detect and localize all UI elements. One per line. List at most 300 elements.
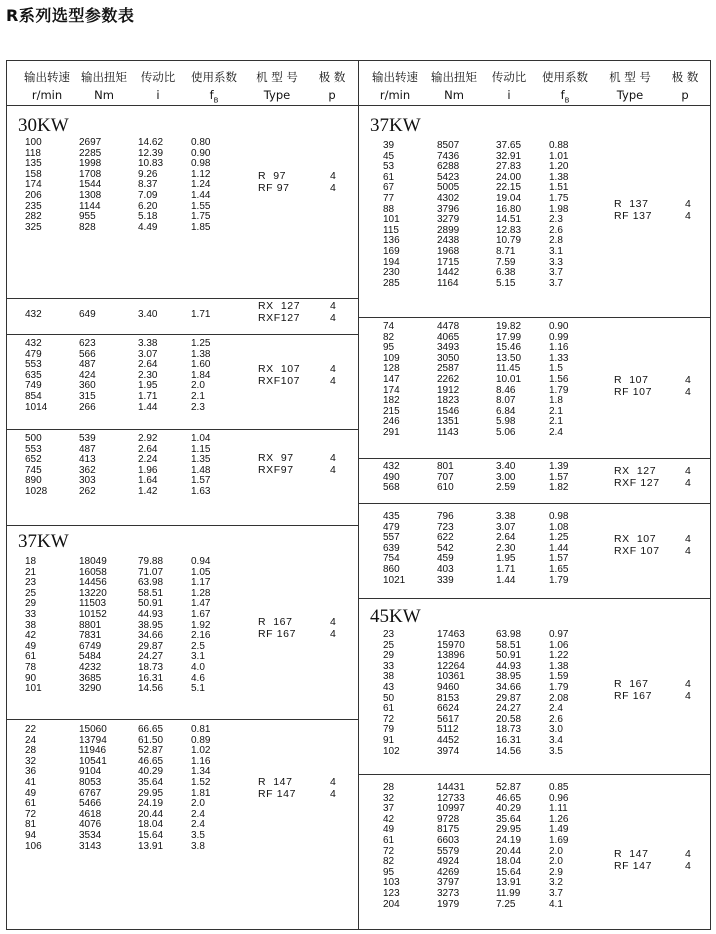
table-row — [383, 141, 589, 152]
right-group-0 — [359, 105, 710, 318]
ratio-cell: 2.64 — [138, 359, 158, 371]
table-row — [383, 512, 589, 523]
factor-cell: 1.28 — [191, 587, 211, 599]
factor-cell: 0.99 — [549, 331, 569, 343]
ratio-cell: 18.73 — [496, 724, 522, 736]
factor-cell: 4.6 — [191, 672, 205, 684]
torque-cell: 8507 — [437, 140, 460, 151]
speed-cell: 169 — [383, 245, 400, 257]
data-rows — [383, 512, 589, 586]
ratio-cell: 12.39 — [138, 147, 164, 159]
ratio-cell: 14.62 — [138, 137, 164, 148]
torque-cell: 11503 — [79, 598, 107, 610]
speed-cell: 1028 — [25, 485, 48, 497]
ratio-cell: 37.65 — [496, 140, 522, 151]
torque-cell: 4302 — [437, 192, 460, 204]
left-group-1 — [7, 298, 358, 335]
speed-cell: 32 — [25, 755, 37, 767]
ratio-cell: 11.99 — [496, 887, 521, 899]
ratio-cell: 50.91 — [496, 650, 522, 662]
speed-cell: 135 — [25, 158, 42, 170]
factor-cell: 3.1 — [549, 245, 563, 257]
factor-cell: 1.52 — [191, 776, 211, 788]
model-type-label: R 107 — [614, 374, 649, 386]
torque-cell: 413 — [79, 454, 96, 466]
torque-cell: 487 — [79, 443, 96, 455]
torque-cell: 623 — [79, 338, 96, 349]
speed-cell: 74 — [383, 321, 395, 332]
factor-cell: 1.8 — [549, 395, 563, 407]
pole-value: 4 — [330, 627, 336, 640]
factor-cell: 2.1 — [191, 390, 205, 402]
torque-cell: 360 — [79, 380, 96, 392]
torque-cell: 315 — [79, 390, 96, 402]
torque-cell: 8175 — [437, 824, 460, 836]
speed-cell: 72 — [383, 713, 395, 725]
pole-count — [330, 301, 336, 324]
table-row — [383, 428, 589, 439]
model-type — [258, 171, 290, 194]
speed-cell: 37 — [383, 803, 395, 815]
torque-cell: 3279 — [437, 214, 460, 226]
table-row — [383, 783, 589, 794]
model-type — [614, 849, 652, 872]
torque-cell: 2899 — [437, 224, 460, 236]
factor-cell: 1.5 — [549, 363, 563, 375]
factor-cell: 2.0 — [549, 856, 563, 868]
torque-cell: 6288 — [437, 161, 460, 173]
factor-cell: 1.67 — [191, 608, 211, 620]
torque-cell: 3273 — [437, 887, 460, 899]
right-group-4 — [359, 598, 710, 775]
header-torque-unit: Nm — [94, 88, 114, 102]
ratio-cell: 11.45 — [496, 363, 521, 375]
factor-cell: 1.38 — [549, 660, 569, 672]
right-table — [358, 60, 711, 930]
ratio-cell: 9.26 — [138, 168, 158, 180]
torque-cell: 16058 — [79, 566, 107, 578]
header-poles-unit: p — [681, 88, 689, 102]
speed-cell: 95 — [383, 866, 395, 878]
torque-cell: 12733 — [437, 792, 465, 804]
speed-cell: 21 — [25, 566, 37, 578]
torque-cell: 707 — [437, 471, 454, 483]
factor-cell: 4.0 — [191, 661, 205, 673]
pole-count — [685, 375, 691, 398]
ratio-cell: 63.98 — [496, 629, 522, 640]
factor-cell: 3.4 — [549, 734, 563, 746]
pole-count — [685, 534, 691, 557]
speed-cell: 500 — [25, 433, 42, 444]
speed-cell: 158 — [25, 168, 42, 180]
data-rows — [25, 557, 231, 695]
factor-cell: 1.35 — [191, 454, 211, 466]
speed-cell: 25 — [25, 587, 37, 599]
factor-cell: 2.3 — [191, 401, 205, 413]
torque-cell: 14431 — [437, 782, 465, 793]
ratio-cell: 29.87 — [138, 640, 164, 652]
table-row — [25, 138, 231, 149]
ratio-cell: 18.73 — [138, 661, 164, 673]
factor-cell: 1.55 — [191, 200, 211, 212]
speed-cell: 115 — [383, 224, 399, 236]
model-type-label: RF 97 — [258, 181, 290, 194]
torque-cell: 1823 — [437, 395, 460, 407]
table-row — [383, 736, 589, 747]
factor-cell: 2.6 — [549, 224, 563, 236]
speed-cell: 25 — [383, 639, 395, 651]
pole-value: 4 — [330, 300, 336, 312]
pole-count — [330, 453, 336, 476]
speed-cell: 123 — [383, 887, 400, 899]
model-type — [614, 534, 660, 557]
torque-cell: 13220 — [79, 587, 107, 599]
speed-cell: 43 — [383, 681, 395, 693]
ratio-cell: 2.30 — [496, 542, 516, 554]
ratio-cell: 34.66 — [138, 630, 164, 642]
model-type-label: R 97 — [258, 170, 287, 182]
torque-cell: 10152 — [79, 608, 107, 620]
pole-value: 4 — [685, 385, 691, 398]
pole-value: 4 — [330, 363, 336, 375]
table-row — [383, 576, 589, 587]
ratio-cell: 6.84 — [496, 405, 516, 417]
pole-value: 4 — [330, 311, 336, 324]
torque-cell: 3797 — [437, 877, 460, 889]
header-type: 机 型 号 — [609, 70, 651, 84]
pole-value: 4 — [330, 374, 336, 387]
model-type — [258, 364, 300, 387]
speed-cell: 182 — [383, 395, 400, 407]
speed-cell: 432 — [25, 309, 42, 320]
header-type-unit: Type — [616, 88, 644, 102]
model-type-label: RXF 107 — [614, 544, 660, 557]
pole-value: 4 — [685, 678, 691, 690]
speed-cell: 61 — [383, 834, 395, 846]
torque-cell: 2262 — [437, 373, 460, 385]
torque-cell: 5617 — [437, 713, 460, 725]
factor-cell: 2.0 — [549, 845, 563, 857]
speed-cell: 78 — [25, 661, 37, 673]
ratio-cell: 16.80 — [496, 203, 522, 215]
factor-cell: 3.7 — [549, 277, 563, 289]
factor-cell: 1.79 — [549, 574, 569, 586]
factor-cell: 1.06 — [549, 639, 569, 651]
model-type — [614, 679, 652, 702]
table-row — [383, 322, 589, 333]
factor-cell: 1.71 — [191, 309, 211, 320]
torque-cell: 6767 — [79, 787, 102, 799]
header-type-unit: Type — [263, 88, 291, 102]
ratio-cell: 27.83 — [496, 161, 522, 173]
factor-cell: 1.26 — [549, 813, 569, 825]
ratio-cell: 15.64 — [496, 866, 522, 878]
torque-cell: 1442 — [437, 267, 460, 279]
speed-cell: 479 — [25, 348, 42, 360]
table-row — [383, 462, 589, 473]
speed-cell: 38 — [25, 619, 37, 631]
torque-cell: 3493 — [437, 342, 460, 354]
header-poles-unit: p — [328, 88, 336, 102]
ratio-cell: 10.01 — [496, 373, 522, 385]
torque-cell: 1164 — [437, 277, 459, 289]
speed-cell: 204 — [383, 898, 400, 910]
pole-count — [330, 777, 336, 800]
torque-cell: 4478 — [437, 321, 460, 332]
speed-cell: 174 — [383, 384, 400, 396]
left-group-3 — [7, 429, 358, 526]
pole-count — [685, 679, 691, 702]
torque-cell: 7436 — [437, 150, 460, 162]
torque-cell: 9460 — [437, 681, 460, 693]
torque-cell: 1308 — [79, 189, 102, 201]
ratio-cell: 18.04 — [138, 819, 164, 831]
pole-value: 4 — [685, 198, 691, 210]
ratio-cell: 15.46 — [496, 342, 522, 354]
speed-cell: 88 — [383, 203, 395, 215]
ratio-cell: 10.79 — [496, 235, 522, 247]
table-row — [25, 310, 231, 321]
speed-cell: 553 — [25, 443, 42, 455]
model-type-label: RX 127 — [258, 300, 301, 312]
ratio-cell: 44.93 — [138, 608, 164, 620]
pole-value: 4 — [685, 859, 691, 872]
ratio-cell: 50.91 — [138, 598, 164, 610]
ratio-cell: 17.99 — [496, 331, 522, 343]
ratio-cell: 19.04 — [496, 192, 522, 204]
torque-cell: 10541 — [79, 755, 107, 767]
factor-cell: 0.97 — [549, 629, 569, 640]
speed-cell: 95 — [383, 342, 395, 354]
header-speed-unit: r/min — [31, 88, 63, 102]
ratio-cell: 38.95 — [496, 671, 522, 683]
ratio-cell: 3.07 — [138, 348, 158, 360]
speed-cell: 23 — [383, 629, 395, 640]
ratio-cell: 3.38 — [138, 338, 158, 349]
pole-count — [330, 617, 336, 640]
header-speed: 输出转速 — [24, 70, 70, 84]
speed-cell: 282 — [25, 211, 42, 223]
speed-cell: 1021 — [383, 574, 406, 586]
factor-cell: 2.4 — [191, 819, 205, 831]
pole-value: 4 — [330, 170, 336, 182]
factor-cell: 3.8 — [191, 840, 205, 852]
torque-cell: 3534 — [79, 829, 102, 841]
factor-cell: 2.1 — [549, 416, 563, 428]
ratio-cell: 2.30 — [138, 369, 158, 381]
model-type-label: RF 107 — [614, 385, 653, 398]
factor-cell: 1.82 — [549, 482, 569, 494]
speed-cell: 22 — [25, 724, 37, 735]
speed-cell: 128 — [383, 363, 400, 375]
torque-cell: 2587 — [437, 363, 460, 375]
factor-cell: 1.81 — [191, 787, 211, 799]
speed-cell: 106 — [25, 840, 42, 852]
ratio-cell: 20.44 — [496, 845, 522, 857]
torque-cell: 1979 — [437, 898, 460, 910]
speed-cell: 50 — [383, 692, 395, 704]
model-type-label: RXF 127 — [614, 476, 660, 489]
power-rating-heading: 37KW — [18, 531, 69, 552]
speed-cell: 45 — [383, 150, 395, 162]
factor-cell: 1.51 — [549, 182, 569, 194]
torque-cell: 303 — [79, 475, 96, 487]
model-type-label: RF 167 — [614, 689, 653, 702]
table-row — [383, 247, 589, 258]
torque-cell: 1998 — [79, 158, 102, 170]
ratio-cell: 44.93 — [496, 660, 522, 672]
model-type-label: RF 137 — [614, 209, 653, 222]
data-rows — [25, 725, 231, 852]
pole-value: 4 — [330, 616, 336, 628]
torque-cell: 723 — [437, 521, 454, 533]
torque-cell: 403 — [437, 563, 454, 575]
factor-cell: 1.15 — [191, 443, 211, 455]
speed-cell: 100 — [25, 137, 42, 148]
power-rating-heading: 30KW — [18, 115, 69, 136]
torque-cell: 1144 — [79, 200, 101, 212]
factor-cell: 1.79 — [549, 384, 569, 396]
factor-cell: 1.57 — [549, 471, 569, 483]
ratio-cell: 18.04 — [496, 856, 522, 868]
torque-cell: 5112 — [437, 724, 459, 736]
table-row — [25, 831, 231, 842]
model-type-label: RXF127 — [258, 311, 301, 324]
ratio-cell: 5.06 — [496, 426, 516, 438]
model-type-label: R 147 — [258, 776, 293, 788]
torque-cell: 9728 — [437, 813, 460, 825]
left-table-header — [7, 61, 358, 106]
torque-cell: 1544 — [79, 179, 102, 191]
table-row — [383, 900, 589, 911]
torque-cell: 6603 — [437, 834, 460, 846]
speed-cell: 61 — [25, 798, 37, 810]
header-ratio: 传动比 — [140, 70, 176, 84]
factor-cell: 5.1 — [191, 683, 205, 695]
torque-cell: 14456 — [79, 577, 107, 589]
ratio-cell: 7.09 — [138, 189, 158, 201]
torque-cell: 18049 — [79, 556, 107, 567]
torque-cell: 1968 — [437, 245, 460, 257]
speed-cell: 285 — [383, 277, 400, 289]
data-rows — [383, 322, 589, 439]
table-row — [25, 663, 231, 674]
model-type-label: R 147 — [614, 848, 649, 860]
factor-cell: 2.5 — [191, 640, 205, 652]
factor-cell: 1.39 — [549, 461, 569, 472]
ratio-cell: 1.71 — [496, 563, 516, 575]
torque-cell: 2697 — [79, 137, 102, 148]
pole-value: 4 — [685, 533, 691, 545]
ratio-cell: 8.07 — [496, 395, 516, 407]
speed-cell: 61 — [383, 171, 395, 183]
speed-cell: 42 — [25, 630, 37, 642]
torque-cell: 539 — [79, 433, 96, 444]
ratio-cell: 24.19 — [138, 798, 164, 810]
table-row — [383, 565, 589, 576]
factor-cell: 3.5 — [191, 829, 205, 841]
torque-cell: 1708 — [79, 168, 102, 180]
torque-cell: 487 — [79, 359, 96, 371]
data-rows — [383, 462, 589, 494]
ratio-cell: 1.71 — [138, 390, 158, 402]
table-row — [25, 778, 231, 789]
speed-cell: 109 — [383, 352, 400, 364]
torque-cell: 542 — [437, 542, 454, 554]
torque-cell: 10361 — [437, 671, 465, 683]
model-type — [614, 375, 652, 398]
torque-cell: 4924 — [437, 856, 460, 868]
pole-value: 4 — [685, 476, 691, 489]
torque-cell: 4076 — [79, 819, 102, 831]
pole-count — [685, 199, 691, 222]
factor-cell: 2.9 — [549, 866, 563, 878]
ratio-cell: 13.91 — [496, 877, 522, 889]
power-rating-heading: 37KW — [370, 115, 421, 136]
ratio-cell: 7.25 — [496, 898, 516, 910]
torque-cell: 9104 — [79, 766, 102, 778]
ratio-cell: 16.31 — [138, 672, 164, 684]
factor-cell: 3.2 — [549, 877, 563, 889]
pole-value: 4 — [330, 452, 336, 464]
table-row — [383, 194, 589, 205]
torque-cell: 10997 — [437, 803, 465, 815]
speed-cell: 49 — [383, 824, 395, 836]
torque-cell: 8153 — [437, 692, 460, 704]
factor-cell: 1.85 — [191, 221, 211, 233]
header-speed-unit: r/min — [379, 88, 411, 102]
ratio-cell: 66.65 — [138, 724, 164, 735]
pole-value: 4 — [685, 544, 691, 557]
table-row — [383, 483, 589, 494]
speed-cell: 479 — [383, 521, 400, 533]
factor-cell: 3.1 — [191, 651, 205, 663]
factor-cell: 1.44 — [191, 189, 211, 201]
speed-cell: 854 — [25, 390, 42, 402]
speed-cell: 102 — [383, 745, 400, 757]
table-row — [383, 836, 589, 847]
factor-cell: 1.48 — [191, 464, 211, 476]
speed-cell: 215 — [383, 405, 400, 417]
factor-cell: 1.44 — [549, 542, 569, 554]
model-type — [258, 453, 294, 476]
model-type-label: RXF97 — [258, 463, 294, 476]
torque-cell: 622 — [437, 532, 454, 544]
speed-cell: 82 — [383, 856, 395, 868]
factor-cell: 2.4 — [549, 426, 563, 438]
torque-cell: 3974 — [437, 745, 460, 757]
data-rows — [383, 630, 589, 757]
factor-cell: 1.38 — [191, 348, 211, 360]
factor-cell: 0.96 — [549, 792, 569, 804]
torque-cell: 5466 — [79, 798, 102, 810]
factor-cell: 2.4 — [549, 703, 563, 715]
factor-cell: 1.75 — [549, 192, 569, 204]
factor-cell: 1.02 — [191, 745, 211, 757]
ratio-cell: 29.95 — [138, 787, 164, 799]
ratio-cell: 35.64 — [138, 776, 164, 788]
model-type-label: RX 107 — [614, 533, 657, 545]
speed-cell: 94 — [25, 829, 37, 841]
speed-cell: 118 — [25, 147, 41, 159]
pole-value: 4 — [330, 787, 336, 800]
factor-cell: 1.63 — [191, 485, 211, 497]
torque-cell: 801 — [437, 461, 454, 472]
torque-cell: 7831 — [79, 630, 102, 642]
header-torque-unit: Nm — [444, 88, 464, 102]
speed-cell: 652 — [25, 454, 42, 466]
factor-cell: 1.12 — [191, 168, 211, 180]
